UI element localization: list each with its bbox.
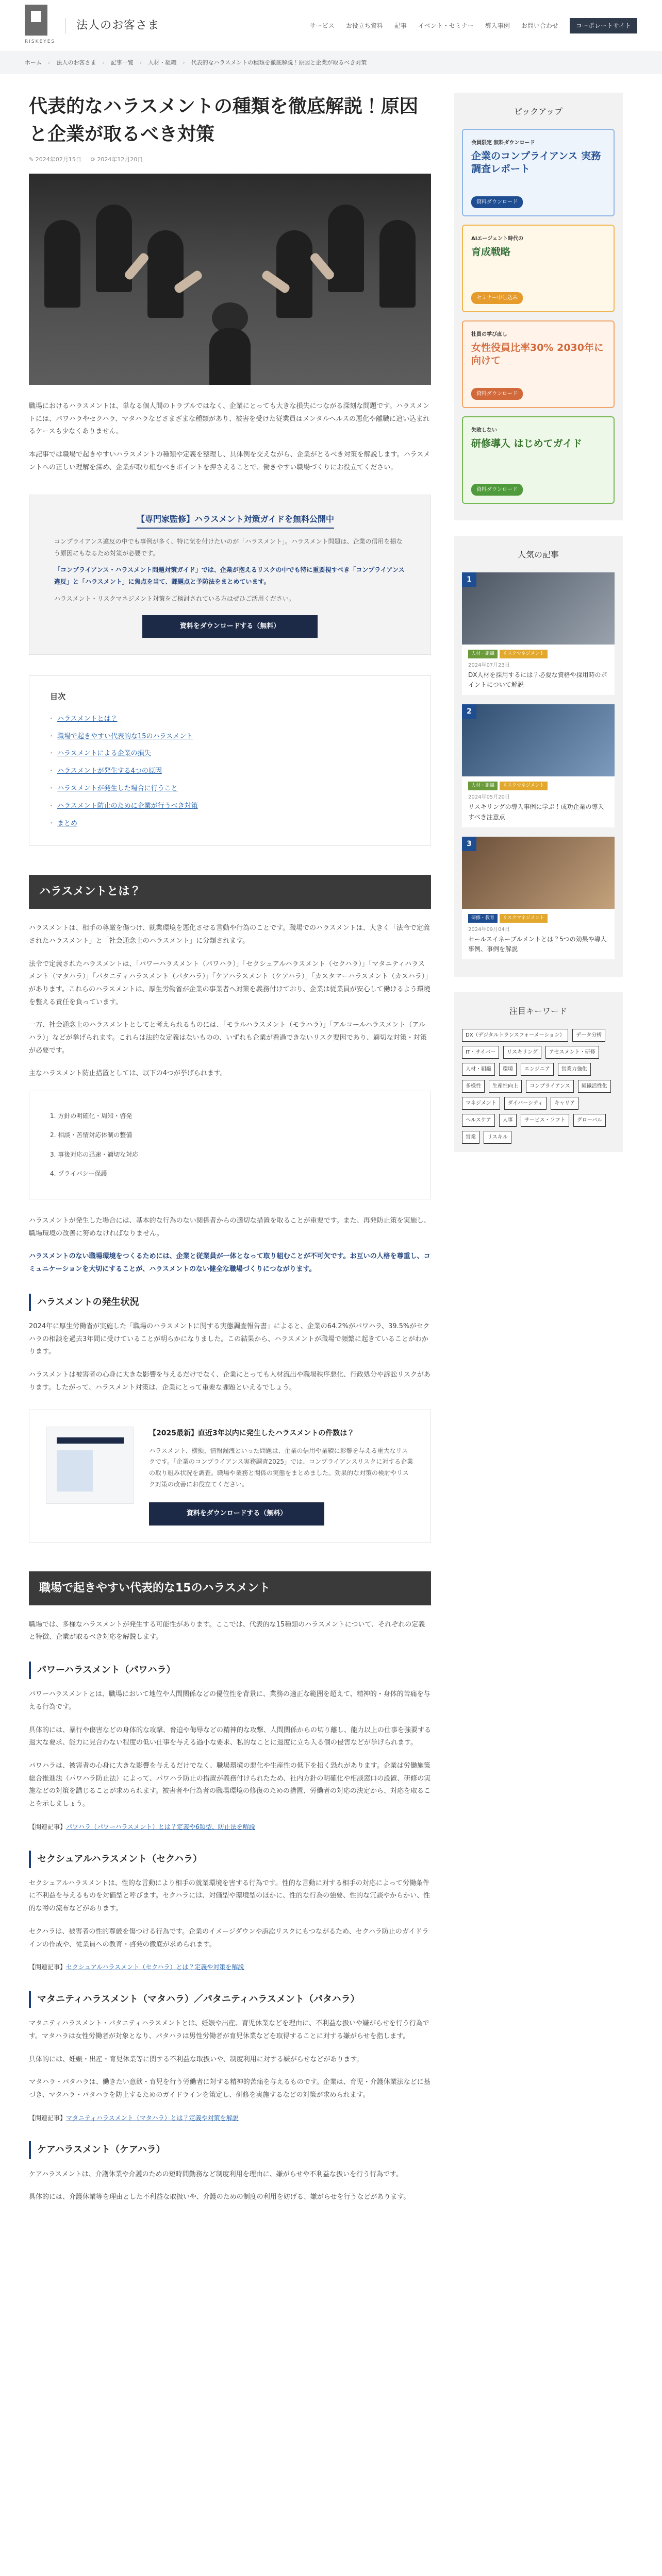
related-article — [29, 1821, 431, 1833]
toc-item[interactable]: ・ まとめ — [50, 815, 410, 833]
banner-title: 企業のコンプライアンス 実務調査レポート — [471, 150, 601, 175]
banner-title: 女性役員比率30% 2030年に向けて — [471, 342, 604, 367]
keyword-tag[interactable]: アセスメント・研修 — [545, 1046, 599, 1059]
body-paragraph: ハラスメントが発生した場合には、基本的な行為のない関係者からの適切な措置を取ることが重要です。また、再発防止策を実施し、職場環境の改善に努めなければなりません。 — [29, 1216, 431, 1238]
banner-title: 育成戦略 — [471, 246, 511, 258]
global-nav — [310, 18, 637, 34]
list-item: 3. 事後対応の迅速・適切な対応 — [50, 1150, 139, 1158]
logo-text: RISKEYES — [25, 39, 56, 45]
category-tag[interactable]: 研修・教育 — [468, 914, 498, 923]
banner-title: 研修導入 はじめてガイド — [471, 438, 583, 450]
sidebar — [454, 93, 623, 2214]
subsection-heading: セクシュアルハラスメント（セクハラ） — [29, 1851, 431, 1868]
body-paragraph: 職場では、多様なハラスメントが発生する可能性があります。ここでは、代表的な15種類のハラスメントについて、それぞれの定義と特徴、企業が取るべき対応を解説します。 — [29, 1620, 425, 1641]
breadcrumb-separator: › — [102, 59, 105, 66]
keyword-tag[interactable]: リスキル — [484, 1131, 511, 1144]
published-date: ✎ 2024年02月15日 — [29, 156, 81, 163]
toc-title: 目次 — [50, 692, 66, 702]
keyword-tag[interactable]: IT・サイバー — [462, 1046, 499, 1059]
related-label: 【関連記事】 — [29, 1963, 67, 1971]
ranking-card[interactable] — [462, 572, 615, 695]
intro-paragraph: 本記事では職場で起きやすいハラスメントの種類や定義を整理し、具体例を交えながら、企業がとるべき対策を解説します。ハラスメントへの正しい理解を深め、企業が取り組むべきポイントを押さえることで、働きやすい職場づくりにお役立てください。 — [29, 450, 431, 471]
related-link[interactable]: セクシュアルハラスメント（セクハラ）とは？定義や対策を解説 — [66, 1963, 244, 1971]
intro-paragraph: 職場におけるハラスメントは、単なる個人間のトラブルではなく、企業にとっても大きな損失につながる深刻な問題です。ハラスメントには、パワハラやセクハラ、マタハラなどさまざまな種類があり、被害を受けた従業員はメンタルヘルスの悪化や離職に追い込まれるケースも少なくありません。 — [29, 402, 430, 436]
logo[interactable] — [25, 5, 47, 36]
ranking-card[interactable] — [462, 704, 615, 827]
breadcrumb-category[interactable]: 人材・組織 — [148, 59, 177, 66]
keyword-tag[interactable]: コンプライアンス — [526, 1080, 574, 1093]
category-tag[interactable]: 人材・組織 — [468, 650, 498, 658]
list-item: 2. 相談・苦情対応体制の整備 — [50, 1131, 133, 1139]
related-label: 【関連記事】 — [29, 2114, 67, 2122]
body-paragraph: マタハラ・パタハラは、働きたい意欲・育児を行う労働者に対する精神的苦痛を与えるものです。企業は、育児・介護休業法などに基づき、マタハラ・パタハラを防止するためのガイドラインを策定し、研修を実施するなどの対策が求められます。 — [29, 2078, 431, 2099]
download-button[interactable]: 資料をダウンロードする（無料） — [149, 1502, 324, 1526]
toc-item[interactable]: ・ 職場で起きやすい代表的な15のハラスメント — [50, 728, 410, 745]
keyword-tag[interactable]: 生産性向上 — [489, 1080, 522, 1093]
pickup-block — [454, 93, 623, 520]
cta-box — [29, 495, 431, 655]
cta-title: 【専門家監修】ハラスメント対策ガイドを無料公開中 — [137, 512, 334, 528]
keyword-tag[interactable]: 多様性 — [462, 1080, 485, 1093]
hero-image — [29, 174, 431, 385]
banner-caption: AIエージェント時代の — [471, 236, 524, 242]
ranking-title-text: リスキリングの導入事例に学ぶ！成功企業の導入すべき注意点 — [468, 803, 604, 821]
body-paragraph: ハラスメントは、相手の尊厳を傷つけ、就業環境を悪化させる言動や行為のことです。職場でのハラスメントは、大きく「法令で定義されたハラスメント」と「社会通念上のハラスメント」に分類されます。 — [29, 924, 430, 945]
related-label: 【関連記事】 — [29, 1823, 67, 1831]
nav-item-articles[interactable]: 記事 — [394, 22, 407, 29]
toc-item[interactable]: ・ ハラスメントが発生した場合に行うこと — [50, 780, 410, 798]
cta-text: コンプライアンス違反の中でも事例が多く、特に気を付けたいのが「ハラスメント」。ハラスメント問題は、企業の信用を損なう原因にもなるため対策が必要です。 — [54, 537, 403, 557]
body-paragraph: セクシュアルハラスメントは、性的な言動により相手の就業環境を害する行為です。性的な言動に対する相手の対応によって労働条件に不利益を与えるものを対価型と呼びます。セクハラには、対価型や環境型のほかに、性的な行為の強要、性的な冗談やからかい、性的な噂の流布などがあります。 — [29, 1879, 431, 1913]
toc-item[interactable]: ・ ハラスメントとは？ — [50, 710, 410, 728]
brand[interactable] — [25, 5, 159, 46]
article-main — [29, 93, 431, 2214]
pickup-banner[interactable] — [462, 416, 615, 504]
subsection-heading: ハラスメントの発生状況 — [29, 1294, 431, 1311]
body-paragraph: ハラスメントのない職場環境をつくるためには、企業と従業員が一体となって取り組むことが不可欠です。お互いの人格を尊重し、コミュニケーションを大切にすることが、ハラスメントのない健全な職場づくりにつながります。 — [29, 1252, 431, 1273]
keyword-tag[interactable]: 環境 — [499, 1063, 517, 1076]
keywords-block — [454, 992, 623, 1151]
banner-caption: 会員限定 無料ダウンロード — [471, 140, 535, 146]
related-link[interactable]: パワハラ（パワーハラスメント）とは？定義や6類型、防止法を解説 — [66, 1823, 255, 1831]
body-paragraph: パワーハラスメントとは、職場において地位や人間関係などの優位性を背景に、業務の適正な範囲を超えて、精神的・身体的苦痛を与える行為です。 — [29, 1690, 431, 1711]
pickup-banner[interactable] — [462, 320, 615, 408]
keyword-tag[interactable]: DX（デジタルトランスフォーメーション） — [462, 1029, 568, 1042]
nav-item-services[interactable]: サービス — [309, 22, 335, 29]
body-paragraph: 具体的には、妊娠・出産・育児休業等に関する不利益な取扱いや、制度利用に対する嫌がらせなどがあります。 — [29, 2055, 363, 2063]
measures-list — [29, 1091, 431, 1199]
rank-number: 3 — [462, 837, 476, 851]
body-paragraph: 一方、社会通念上のハラスメントとしてと考えられるものには、「モラルハラスメント（モラハラ）」「アルコールハラスメント（アルハラ）」などが挙げられます。これらは法的な定義はないものの、いずれも企業が看過できないリスク要因であり、適切な対策・対策が必要です。 — [29, 1021, 427, 1055]
rank-number: 1 — [462, 572, 476, 587]
related-link[interactable]: マタニティハラスメント（マタハラ）とは？定義や対策を解説 — [66, 2114, 239, 2122]
ranking-block — [454, 536, 623, 977]
category-tag[interactable]: リスクマネジメント — [500, 782, 548, 790]
related-article — [29, 1961, 431, 1973]
nav-item-cases[interactable]: 導入事例 — [485, 22, 510, 29]
section-heading: ハラスメントとは？ — [29, 875, 431, 909]
banner-tag: 資料ダウンロード — [471, 388, 523, 400]
rank-number: 2 — [462, 704, 476, 719]
keyword-tag[interactable]: マネジメント — [462, 1097, 500, 1110]
banner-caption: 社員の学び直し — [471, 332, 507, 338]
ranking-title: 人気の記事 — [517, 550, 559, 560]
ranking-thumbnail — [462, 572, 615, 645]
list-item: 4. プライバシー保護 — [50, 1170, 107, 1177]
category-tag[interactable]: リスクマネジメント — [500, 650, 548, 658]
page-title: 代表的なハラスメントの種類を徹底解説！原因と企業が取るべき対策 — [29, 96, 418, 145]
keyword-tag[interactable]: グローバル — [573, 1114, 606, 1127]
list-item: 1. 方針の明確化・周知・啓発 — [50, 1112, 133, 1120]
related-article — [29, 2112, 431, 2124]
corporate-site-button[interactable]: コーポレートサイト — [570, 18, 637, 34]
download-card-title: 【2025最新】直近3年以内に発生したハラスメントの件数は？ — [149, 1429, 355, 1438]
keyword-tag[interactable]: 人材・組織 — [462, 1063, 495, 1076]
body-paragraph: 具体的には、介護休業等を理由とした不利益な取扱いや、介護のための制度の利用を妨げる、嫌がらせを行うなどがあります。 — [29, 2193, 410, 2201]
keyword-list — [454, 1029, 623, 1144]
breadcrumb — [0, 52, 662, 74]
download-button[interactable]: 資料をダウンロードする（無料） — [142, 615, 318, 638]
ranking-date: 2024年05月20日 — [468, 794, 510, 801]
cta-text: 「コンプライアンス・ハラスメント問題対策ガイド」では、企業が抱えるリスクの中でも特に重要視すべき「コンプライアンス違反」と「ハラスメント」に焦点を当て、課題点と予防法をまとめています。 — [54, 566, 405, 586]
keyword-tag[interactable]: 営業力強化 — [558, 1063, 591, 1076]
updated-date: ⟳ 2024年12月20日 — [90, 156, 143, 163]
ranking-thumbnail — [462, 704, 615, 776]
subsection-heading: ケアハラスメント（ケアハラ） — [29, 2141, 431, 2159]
subsection-heading: マタニティハラスメント（マタハラ）／パタニティハラスメント（パタハラ） — [29, 1991, 431, 2008]
keyword-tag[interactable]: サービス・ソフト — [521, 1114, 569, 1127]
keyword-tag[interactable]: 人事 — [499, 1114, 517, 1127]
body-paragraph: 具体的には、暴行や傷害などの身体的な攻撃、脅迫や侮辱などの精神的な攻撃、人間関係からの切り離し、能力以上の仕事を強要する過大な要求、能力に見合わない程度の低い仕事を与える過小な要求、私的なことに過度に立ち入る個の侵害などが挙げられます。 — [29, 1726, 432, 1747]
table-of-contents — [29, 675, 431, 846]
download-card — [29, 1410, 431, 1543]
banner-tag: セミナー申し込み — [471, 292, 523, 304]
breadcrumb-corporate[interactable]: 法人のお客さま — [56, 59, 96, 66]
site-header — [0, 0, 662, 52]
brand-separator — [65, 18, 66, 33]
subsection-heading: パワーハラスメント（パワハラ） — [29, 1662, 431, 1679]
ranking-thumbnail — [462, 837, 615, 909]
keyword-tag[interactable]: ダイバーシティ — [504, 1097, 547, 1110]
ranking-card[interactable] — [462, 837, 615, 959]
pickup-banner[interactable] — [462, 225, 615, 312]
pickup-title: ピックアップ — [514, 107, 563, 116]
keyword-tag[interactable]: 組織活性化 — [578, 1080, 611, 1093]
toc-item[interactable]: ・ ハラスメントによる企業の損失 — [50, 745, 410, 762]
breadcrumb-articles[interactable]: 記事一覧 — [110, 59, 134, 66]
pickup-banner[interactable] — [462, 129, 615, 216]
body-paragraph: セクハラは、被害者の性的尊厳を傷つける行為です。企業のイメージダウンや訴訟リスクにもつながるため、セクハラ防止のガイドラインの作成や、従業員への教育・啓発の徹底が求められます。 — [29, 1927, 429, 1948]
body-paragraph: マタニティハラスメント・パタニティハラスメントとは、妊娠や出産、育児休業などを理由に、不利益な扱いや嫌がらせを行う行為です。マタハラは女性労働者が対象となり、パタハラは男性労働者が育児休業などを取得することに対する嫌がらせを指します。 — [29, 2020, 429, 2040]
body-paragraph: 法令で定義されたハラスメントは、「パワーハラスメント（パワハラ）」「セクシュアルハラスメント（セクハラ）」「マタニティハラスメント（マタハラ）」「パタニティハラスメント（パタハラ）」「ケアハラスメント（ケアハラ）」「カスタマーハラスメント（カスハラ）」があります。これらのハラスメントは、厚生労働省が企業の事業者へ対策を義務付けており、企業は従業員が安心して働けるよう環境を整える責任を負っています。 — [29, 960, 431, 1006]
keyword-tag[interactable]: キャリア — [551, 1097, 578, 1110]
keyword-tag[interactable]: リスキリング — [503, 1046, 541, 1059]
ranking-date: 2024年09月04日 — [468, 926, 510, 933]
body-paragraph: 2024年に厚生労働省が実施した「職場のハラスメントに関する実態調査報告書」によると、企業の64.2%がパワハラ、39.5%がセクハラの相談を過去3年間に受けていることが明らかになりました。この結果から、ハラスメントが職場で頻繁に起きていることがわかります。 — [29, 1322, 430, 1356]
hero-figure — [147, 230, 184, 318]
keyword-tag[interactable]: データ分析 — [572, 1029, 605, 1042]
breadcrumb-separator: › — [183, 59, 185, 66]
keyword-tag[interactable]: 営業 — [462, 1131, 479, 1144]
site-title[interactable]: 法人のお客さま — [76, 19, 160, 32]
keyword-tag[interactable]: エンジニア — [521, 1063, 554, 1076]
ranking-title-text: セールスイネーブルメントとは？5つの効果や導入事例、事例を解説 — [468, 935, 607, 953]
hero-center-figure — [209, 328, 251, 385]
download-card-description: ハラスメント、横領、情報漏洩といった問題は、企業の信用や業績に影響を与える重大なリスクです。「企業のコンプライアンス実務調査2025」では、コンプライアンスリスクに対する企業の取り組み状況を調査。職場や業務と関係の実態をまとめました。効果的な対策の検討やリスク対策の改善にお役立てください。 — [149, 1447, 413, 1488]
article-dates — [29, 155, 431, 165]
body-paragraph: パワハラは、被害者の心身に大きな影響を与えるだけでなく、職場環境の悪化や生産性の低下を招く恐れがあります。企業は労働施策総合推進法（パワハラ防止法）によって、パワハラ防止の措置が義務付けられたため、社内方針の明確化や相談窓口の設置、研修の実施などの対策を講じることが求められます。被害者や行為者の職場環境の修復のための措置、労働者の対応の決定から、対応を取ることを示しましょう。 — [29, 1762, 431, 1808]
banner-caption: 失敗しない — [471, 428, 497, 434]
breadcrumb-separator: › — [48, 59, 51, 66]
keywords-title: 注目キーワード — [509, 1006, 567, 1016]
hero-figure — [276, 230, 312, 318]
banner-tag: 資料ダウンロード — [471, 196, 523, 208]
keyword-tag[interactable]: ヘルスケア — [462, 1114, 495, 1127]
breadcrumb-separator: › — [139, 59, 142, 66]
hero-figure — [328, 205, 364, 292]
section-heading: 職場で起きやすい代表的な15のハラスメント — [29, 1571, 431, 1605]
banner-tag: 資料ダウンロード — [471, 484, 523, 496]
hero-figure — [44, 220, 80, 308]
ranking-date: 2024年07月23日 — [468, 662, 510, 668]
body-paragraph: 主なハラスメント防止措置としては、以下の4つが挙げられます。 — [29, 1070, 227, 1078]
breadcrumb-home[interactable]: ホーム — [25, 59, 42, 66]
body-paragraph: ケアハラスメントは、介護休業や介護のための短時間勤務など制度利用を理由に、嫌がらせや不利益な扱いを行う行為です。 — [29, 2170, 403, 2178]
toc-item[interactable]: ・ ハラスメント防止のために企業が行うべき対策 — [50, 798, 410, 815]
breadcrumb-current: 代表的なハラスメントの種類を徹底解説！原因と企業が取るべき対策 — [191, 59, 367, 66]
nav-item-documents[interactable]: お役立ち資料 — [345, 22, 383, 29]
body-paragraph: ハラスメントは被害者の心身に大きな影響を与えるだけでなく、企業にとっても人材流出や職場秩序悪化、行政処分や訴訟リスクがあります。したがって、ハラスメント対策は、企業にとって重要な課題といえるでしょう。 — [29, 1370, 431, 1392]
hero-figure — [379, 220, 416, 308]
nav-item-events[interactable]: イベント・セミナー — [418, 22, 474, 29]
category-tag[interactable]: リスクマネジメント — [500, 914, 548, 923]
ranking-title-text: DX人材を採用するには？必要な資格や採用時のポイントについて解説 — [468, 671, 607, 689]
category-tag[interactable]: 人材・組織 — [468, 782, 498, 790]
nav-item-contact[interactable]: お問い合わせ — [521, 22, 558, 29]
report-thumbnail — [46, 1427, 134, 1504]
toc-item[interactable]: ・ ハラスメントが発生する4つの原因 — [50, 762, 410, 780]
cta-text: ハラスメント・リスクマネジメント対策をご検討されている方はぜひご活用ください。 — [54, 595, 295, 602]
hero-figure — [96, 205, 132, 292]
